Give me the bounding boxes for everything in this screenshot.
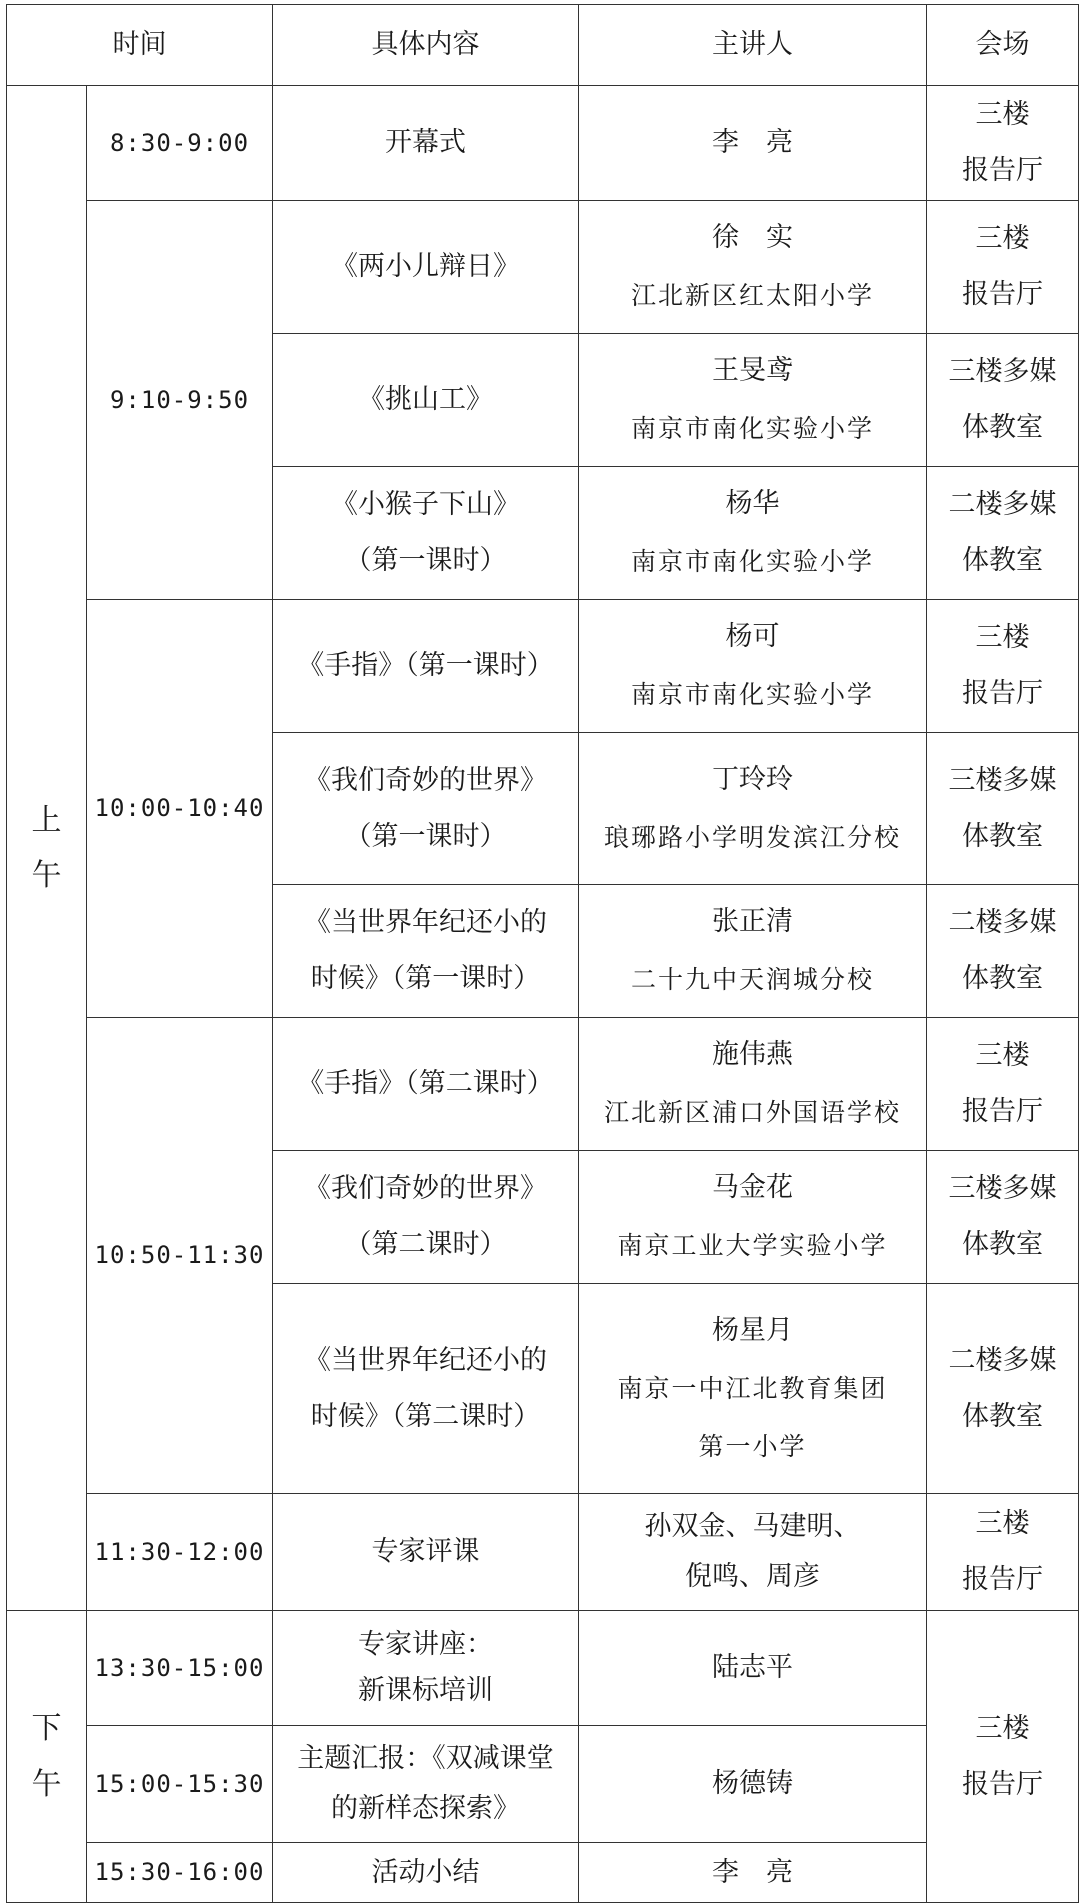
venue-cell: 二楼多媒 体教室 [927,1284,1079,1494]
venue-cell: 三楼多媒 体教室 [927,733,1079,885]
venue-cell: 三楼多媒 体教室 [927,334,1079,467]
speaker-cell: 徐 实 江北新区红太阳小学 [579,201,927,334]
table-row [7,1018,1079,1151]
content-cell: 《两小儿辩日》 [273,201,579,334]
time-cell: 8:30-9:00 [87,86,273,201]
speaker-cell: 丁玲玲 琅琊路小学明发滨江分校 [579,733,927,885]
table-row [7,600,1079,733]
time-cell: 13:30-15:00 [87,1611,273,1726]
content-cell: 《小猴子下山》 （第一课时） [273,467,579,600]
content-cell: 活动小结 [273,1843,579,1903]
table-row [7,86,1079,201]
venue-cell: 二楼多媒 体教室 [927,467,1079,600]
speaker-cell: 杨华 南京市南化实验小学 [579,467,927,600]
time-cell: 9:10-9:50 [87,201,273,600]
content-cell: 专家评课 [273,1494,579,1611]
speaker-cell: 杨可 南京市南化实验小学 [579,600,927,733]
speaker-cell: 陆志平 [579,1611,927,1726]
speaker-cell: 王旻鸢 南京市南化实验小学 [579,334,927,467]
time-cell: 10:50-11:30 [87,1018,273,1494]
venue-cell: 二楼多媒 体教室 [927,885,1079,1018]
speaker-cell: 杨德铸 [579,1726,927,1843]
header-venue: 会场 [927,5,1079,86]
content-cell: 《当世界年纪还小的 时候》（第一课时） [273,885,579,1018]
table-row [7,201,1079,334]
venue-cell: 三楼 报告厅 [927,201,1079,334]
speaker-cell: 孙双金、马建明、 倪鸣、周彦 [579,1494,927,1611]
content-cell: 开幕式 [273,86,579,201]
speaker-cell: 施伟燕 江北新区浦口外国语学校 [579,1018,927,1151]
table-row [7,1494,1079,1611]
venue-cell: 三楼 报告厅 [927,1494,1079,1611]
venue-cell: 三楼 报告厅 [927,86,1079,201]
header-time: 时间 [7,5,273,86]
period-afternoon: 下 午 [7,1611,87,1903]
venue-cell: 三楼 报告厅 [927,1611,1079,1903]
content-cell: 《当世界年纪还小的 时候》（第二课时） [273,1284,579,1494]
time-cell: 10:00-10:40 [87,600,273,1018]
table-row [7,1726,1079,1843]
time-cell: 15:30-16:00 [87,1843,273,1903]
period-morning: 上 午 [7,86,87,1611]
speaker-cell: 杨星月 南京一中江北教育集团 第一小学 [579,1284,927,1494]
venue-cell: 三楼 报告厅 [927,600,1079,733]
table-row [7,1843,1079,1903]
header-content: 具体内容 [273,5,579,86]
venue-cell: 三楼多媒 体教室 [927,1151,1079,1284]
header-row [7,5,1079,86]
content-cell: 《挑山工》 [273,334,579,467]
content-cell: 《我们奇妙的世界》 （第一课时） [273,733,579,885]
content-cell: 《手指》（第一课时） [273,600,579,733]
content-cell: 主题汇报：《双减课堂 的新样态探索》 [273,1726,579,1843]
speaker-cell: 李 亮 [579,1843,927,1903]
time-cell: 11:30-12:00 [87,1494,273,1611]
content-cell: 《我们奇妙的世界》 （第二课时） [273,1151,579,1284]
speaker-cell: 马金花 南京工业大学实验小学 [579,1151,927,1284]
content-cell: 《手指》（第二课时） [273,1018,579,1151]
header-speaker: 主讲人 [579,5,927,86]
speaker-cell: 李 亮 [579,86,927,201]
time-cell: 15:00-15:30 [87,1726,273,1843]
table-row [7,1611,1079,1726]
speaker-cell: 张正清 二十九中天润城分校 [579,885,927,1018]
venue-cell: 三楼 报告厅 [927,1018,1079,1151]
content-cell: 专家讲座： 新课标培训 [273,1611,579,1726]
schedule-table [6,4,1079,1903]
